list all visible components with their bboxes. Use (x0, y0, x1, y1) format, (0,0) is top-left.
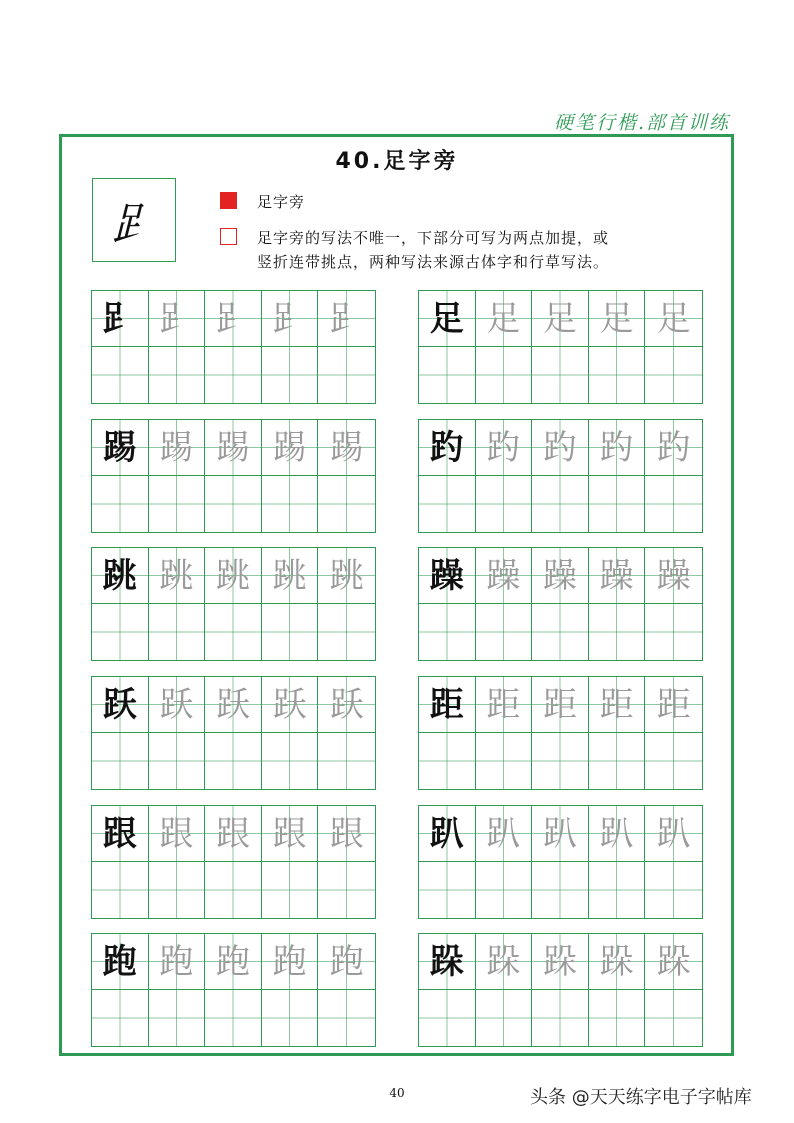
tracing-cell (589, 677, 646, 733)
blank-practice-cell (532, 604, 589, 660)
model-character: 跃 (102, 684, 137, 725)
tracing-cell (149, 420, 206, 476)
model-character: 跟 (102, 813, 137, 854)
red-filled-square-icon (220, 192, 237, 209)
blank-practice-cell (419, 604, 476, 660)
blank-practice-cell (419, 990, 476, 1046)
blank-practice-cell (476, 733, 533, 789)
series-title: 硬笔行楷.部首训练 (553, 112, 730, 134)
trace-character: 跳 (329, 555, 364, 596)
trace-character: 距 (486, 684, 521, 725)
tracing-cell (92, 420, 149, 476)
tracing-cell (419, 934, 476, 990)
trace-character: 跺 (656, 941, 691, 982)
blank-practice-cell (589, 604, 646, 660)
blank-practice-cell (589, 476, 646, 532)
trace-character: 足 (656, 298, 691, 339)
trace-character: 趴 (542, 813, 577, 854)
tracing-cell (262, 420, 319, 476)
trace-character: 趴 (486, 813, 521, 854)
blank-practice-cell (92, 347, 149, 403)
blank-practice-cell (419, 347, 476, 403)
tracing-cell (419, 677, 476, 733)
blank-practice-cell (419, 733, 476, 789)
trace-character: 距 (542, 684, 577, 725)
tracing-cell (589, 291, 646, 347)
practice-grid-right-2 (418, 419, 703, 533)
trace-character: 跳 (159, 555, 194, 596)
tracing-cell (318, 806, 375, 862)
blank-practice-cell (589, 862, 646, 918)
tracing-cell (318, 420, 375, 476)
blank-practice-cell (92, 990, 149, 1046)
tracing-cell (476, 934, 533, 990)
blank-practice-cell (92, 476, 149, 532)
tracing-cell (589, 806, 646, 862)
blank-practice-cell (419, 476, 476, 532)
blank-practice-cell (419, 862, 476, 918)
blank-practice-cell (149, 862, 206, 918)
trace-character: 踢 (272, 427, 307, 468)
trace-character: 距 (656, 684, 691, 725)
tracing-cell (92, 291, 149, 347)
trace-character: 𧾷 (329, 298, 364, 339)
practice-grid-right-3 (418, 547, 703, 661)
note-label: 足字旁 (257, 193, 306, 211)
model-character: 趵 (429, 427, 464, 468)
trace-character: 踢 (159, 427, 194, 468)
model-character: 躁 (429, 555, 464, 596)
blank-practice-cell (149, 604, 206, 660)
blank-practice-cell (589, 990, 646, 1046)
watermark: 头条 @天天练字电子字帖库 (530, 1087, 752, 1108)
tracing-cell (262, 548, 319, 604)
trace-character: 足 (542, 298, 577, 339)
tracing-cell (476, 806, 533, 862)
tracing-cell (149, 291, 206, 347)
tracing-cell (262, 934, 319, 990)
tracing-cell (149, 806, 206, 862)
blank-practice-cell (476, 476, 533, 532)
trace-character: 躁 (542, 555, 577, 596)
tracing-cell (645, 291, 702, 347)
trace-character: 跟 (329, 813, 364, 854)
model-character: 跑 (102, 941, 137, 982)
practice-grid-left-3 (91, 547, 376, 661)
blank-practice-cell (318, 862, 375, 918)
tracing-cell (262, 291, 319, 347)
trace-character: 跑 (272, 941, 307, 982)
model-character: 足 (429, 298, 464, 339)
tracing-cell (532, 806, 589, 862)
tracing-cell (92, 548, 149, 604)
practice-grid-right-5 (418, 805, 703, 919)
blank-practice-cell (476, 604, 533, 660)
model-character: 踢 (102, 427, 137, 468)
tracing-cell (262, 677, 319, 733)
note-text (257, 226, 609, 274)
trace-character: 跟 (272, 813, 307, 854)
note-text-row (220, 226, 609, 274)
model-character: 𧾷 (102, 298, 137, 339)
blank-practice-cell (262, 347, 319, 403)
lesson-title: 40.足字旁 (335, 149, 459, 174)
trace-character: 趵 (486, 427, 521, 468)
trace-character: 趵 (656, 427, 691, 468)
tracing-cell (149, 934, 206, 990)
tracing-cell (532, 677, 589, 733)
tracing-cell (476, 291, 533, 347)
trace-character: 跑 (329, 941, 364, 982)
tracing-cell (205, 420, 262, 476)
note-text-line-2: 竖折连带挑点，两种写法来源古体字和行草写法。 (257, 253, 610, 271)
tracing-cell (149, 677, 206, 733)
tracing-cell (532, 291, 589, 347)
trace-character: 𧾷 (159, 298, 194, 339)
tracing-cell (645, 806, 702, 862)
blank-practice-cell (205, 476, 262, 532)
tracing-cell (532, 934, 589, 990)
tracing-cell (205, 806, 262, 862)
blank-practice-cell (645, 862, 702, 918)
trace-character: 跃 (329, 684, 364, 725)
blank-practice-cell (532, 347, 589, 403)
blank-practice-cell (476, 347, 533, 403)
trace-character: 跃 (215, 684, 250, 725)
practice-grid-left-6 (91, 933, 376, 1047)
blank-practice-cell (149, 347, 206, 403)
practice-grid-left-5 (91, 805, 376, 919)
tracing-cell (205, 291, 262, 347)
blank-practice-cell (589, 733, 646, 789)
sample-character: 𧾷 (112, 199, 156, 250)
practice-grid-right-1 (418, 290, 703, 404)
tracing-cell (476, 420, 533, 476)
blank-practice-cell (262, 990, 319, 1046)
trace-character: 跳 (272, 555, 307, 596)
tracing-cell (149, 548, 206, 604)
trace-character: 趵 (542, 427, 577, 468)
trace-character: 躁 (486, 555, 521, 596)
trace-character: 𧾷 (272, 298, 307, 339)
blank-practice-cell (318, 990, 375, 1046)
trace-character: 跺 (542, 941, 577, 982)
tracing-cell (262, 806, 319, 862)
practice-grid-right-4 (418, 676, 703, 790)
blank-practice-cell (589, 347, 646, 403)
trace-character: 足 (599, 298, 634, 339)
sample-character-box (92, 178, 176, 262)
blank-practice-cell (532, 990, 589, 1046)
trace-character: 踢 (215, 427, 250, 468)
tracing-cell (318, 291, 375, 347)
tracing-cell (205, 677, 262, 733)
blank-practice-cell (532, 476, 589, 532)
blank-practice-cell (262, 862, 319, 918)
trace-character: 跑 (215, 941, 250, 982)
tracing-cell (419, 548, 476, 604)
tracing-cell (92, 677, 149, 733)
trace-character: 跑 (159, 941, 194, 982)
tracing-cell (318, 548, 375, 604)
blank-practice-cell (476, 990, 533, 1046)
tracing-cell (318, 677, 375, 733)
blank-practice-cell (262, 476, 319, 532)
tracing-cell (645, 420, 702, 476)
trace-character: 趴 (656, 813, 691, 854)
tracing-cell (476, 677, 533, 733)
tracing-cell (419, 420, 476, 476)
practice-grid-right-6 (418, 933, 703, 1047)
trace-character: 躁 (656, 555, 691, 596)
tracing-cell (205, 548, 262, 604)
practice-grid-left-1 (91, 290, 376, 404)
blank-practice-cell (149, 733, 206, 789)
trace-character: 跟 (159, 813, 194, 854)
tracing-cell (92, 806, 149, 862)
practice-grid-left-4 (91, 676, 376, 790)
blank-practice-cell (205, 862, 262, 918)
trace-character: 跟 (215, 813, 250, 854)
blank-practice-cell (532, 862, 589, 918)
blank-practice-cell (318, 604, 375, 660)
trace-character: 跺 (599, 941, 634, 982)
blank-practice-cell (205, 347, 262, 403)
blank-practice-cell (318, 476, 375, 532)
blank-practice-cell (645, 733, 702, 789)
practice-grid-left-2 (91, 419, 376, 533)
blank-practice-cell (645, 347, 702, 403)
blank-practice-cell (318, 347, 375, 403)
blank-practice-cell (262, 733, 319, 789)
blank-practice-cell (92, 604, 149, 660)
blank-practice-cell (476, 862, 533, 918)
blank-practice-cell (92, 862, 149, 918)
trace-character: 躁 (599, 555, 634, 596)
trace-character: 跺 (486, 941, 521, 982)
tracing-cell (476, 548, 533, 604)
blank-practice-cell (149, 476, 206, 532)
trace-character: 趵 (599, 427, 634, 468)
blank-practice-cell (205, 604, 262, 660)
tracing-cell (645, 677, 702, 733)
model-character: 趴 (429, 813, 464, 854)
trace-character: 𧾷 (215, 298, 250, 339)
tracing-cell (419, 291, 476, 347)
blank-practice-cell (645, 476, 702, 532)
note-text-line-1: 足字旁的写法不唯一，下部分可写为两点加提，或 (257, 229, 610, 247)
tracing-cell (589, 420, 646, 476)
tracing-cell (419, 806, 476, 862)
tracing-cell (645, 548, 702, 604)
trace-character: 趴 (599, 813, 634, 854)
red-hollow-square-icon (220, 228, 237, 245)
tracing-cell (205, 934, 262, 990)
blank-practice-cell (205, 990, 262, 1046)
model-character: 跺 (429, 941, 464, 982)
tracing-cell (532, 548, 589, 604)
model-character: 跳 (102, 555, 137, 596)
trace-character: 踢 (329, 427, 364, 468)
blank-practice-cell (92, 733, 149, 789)
tracing-cell (589, 934, 646, 990)
tracing-cell (318, 934, 375, 990)
page-number: 40 (389, 1086, 405, 1100)
trace-character: 跳 (215, 555, 250, 596)
blank-practice-cell (205, 733, 262, 789)
model-character: 距 (429, 684, 464, 725)
blank-practice-cell (262, 604, 319, 660)
trace-character: 跃 (159, 684, 194, 725)
tracing-cell (589, 548, 646, 604)
blank-practice-cell (318, 733, 375, 789)
tracing-cell (645, 934, 702, 990)
note-label-row (220, 190, 305, 214)
trace-character: 跃 (272, 684, 307, 725)
trace-character: 足 (486, 298, 521, 339)
blank-practice-cell (532, 733, 589, 789)
blank-practice-cell (645, 990, 702, 1046)
trace-character: 距 (599, 684, 634, 725)
tracing-cell (532, 420, 589, 476)
tracing-cell (92, 934, 149, 990)
blank-practice-cell (645, 604, 702, 660)
blank-practice-cell (149, 990, 206, 1046)
